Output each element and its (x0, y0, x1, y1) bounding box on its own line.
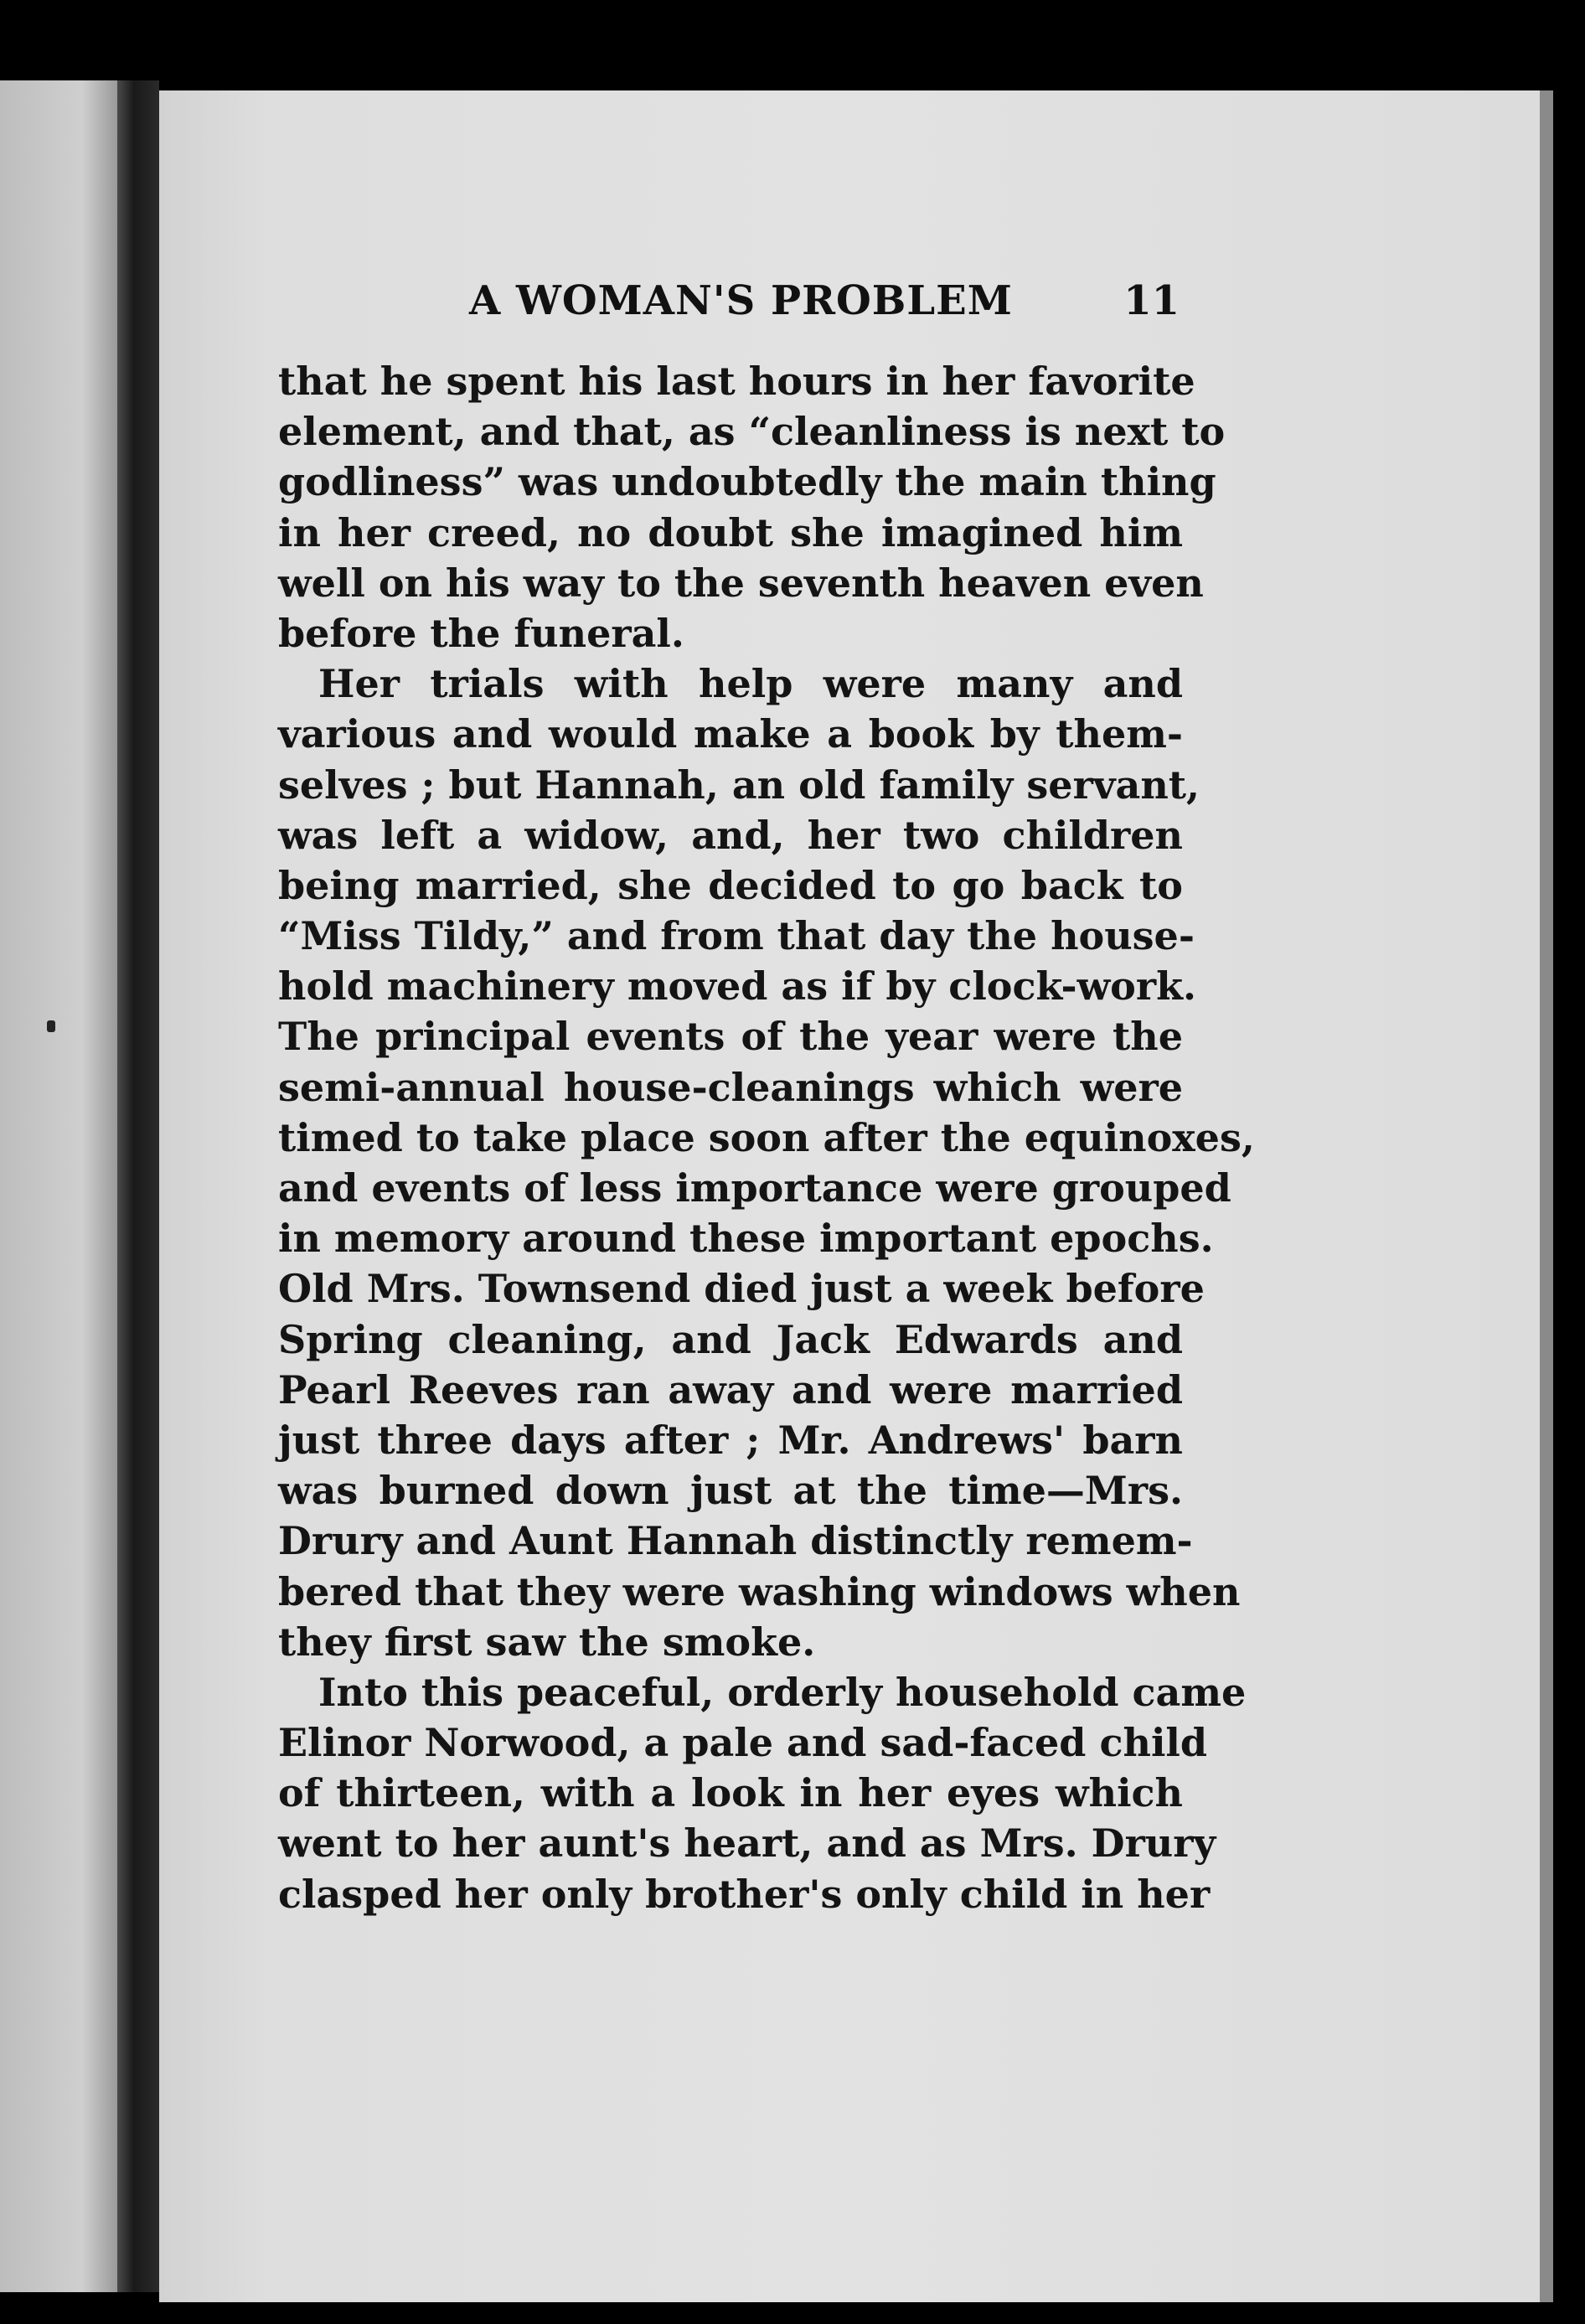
text-line: Her trials with help were many and (318, 661, 1183, 707)
text-line: Pearl Reeves ran away and were married (278, 1366, 1183, 1412)
text-line: timed to take place soon after the equinoxes, (278, 1114, 1255, 1160)
text-line: selves ; but Hannah, an old family servant, (278, 762, 1200, 808)
text-line: they first saw the smoke. (278, 1619, 816, 1665)
text-line: Into this peaceful, orderly household came (318, 1669, 1247, 1715)
text-line: clasped her only brother's only child in her (278, 1871, 1211, 1917)
text-line: godliness” was undoubtedly the main thing (278, 459, 1216, 505)
text-line: bered that they were washing windows when (278, 1568, 1241, 1614)
text-line: was burned down just at the time—Mrs. (278, 1468, 1183, 1514)
page-edge (1540, 90, 1553, 2302)
text-line: that he spent his last hours in her favorite (278, 359, 1195, 404)
body-text (278, 356, 1255, 1919)
text-line: in memory around these important epochs. (278, 1216, 1214, 1262)
text-line: Spring cleaning, and Jack Edwards and (278, 1316, 1183, 1362)
text-line: and events of less importance were grouped (278, 1165, 1231, 1211)
text-line: Old Mrs. Townsend died just a week before (278, 1266, 1205, 1312)
text-line: various and would make a book by them- (278, 711, 1183, 757)
text-line: just three days after ; Mr. Andrews' barn (278, 1417, 1183, 1463)
left-page-edge (0, 80, 117, 2292)
page-number: 11 (1123, 277, 1180, 324)
text-line: being married, she decided to go back to (278, 862, 1183, 908)
paragraph (278, 658, 1255, 1667)
text-line: “Miss Tildy,” and from that day the house- (278, 913, 1195, 959)
running-head (469, 271, 1180, 330)
book-spine-shadow (117, 80, 159, 2292)
text-line: of thirteen, with a look in her eyes which (278, 1770, 1183, 1816)
text-line: well on his way to the seventh heaven even (278, 560, 1204, 606)
running-title: A WOMAN'S PROBLEM (469, 277, 1013, 324)
paragraph (278, 1667, 1247, 1919)
text-line: Elinor Norwood, a pale and sad-faced child (278, 1720, 1208, 1766)
margin-speck (47, 1020, 55, 1032)
paragraph (278, 356, 1226, 658)
text-line: element, and that, as “cleanliness is next to (278, 409, 1226, 455)
text-line: before the funeral. (278, 610, 684, 656)
text-line: semi-annual house-cleanings which were (278, 1064, 1183, 1110)
text-line: hold machinery moved as if by clock-work. (278, 963, 1196, 1010)
text-line: Drury and Aunt Hannah distinctly remem- (278, 1518, 1193, 1564)
text-line: went to her aunt's heart, and as Mrs. Drury (278, 1820, 1216, 1867)
text-line: in her creed, no doubt she imagined him (278, 509, 1183, 555)
text-line: was left a widow, and, her two children (278, 812, 1183, 858)
text-line: The principal events of the year were the (278, 1014, 1183, 1060)
